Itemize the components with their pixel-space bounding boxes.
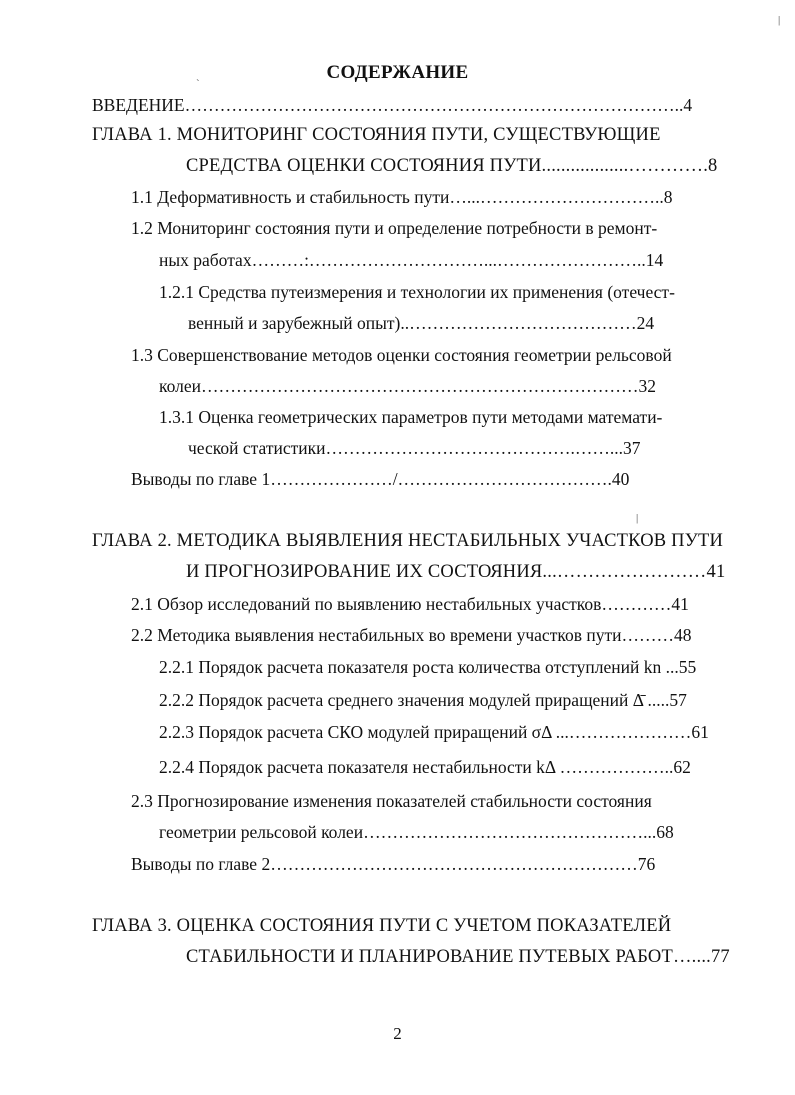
- scan-mark: |: [778, 14, 781, 26]
- toc-chapter-3-line-2: СТАБИЛЬНОСТИ И ПЛАНИРОВАНИЕ ПУТЕВЫХ РАБОТ…....77: [186, 947, 730, 967]
- toc-entry-1-2-1-line-1: 1.2.1 Средства путеизмерения и технологии их применения (отечест-: [159, 282, 675, 302]
- toc-chapter-1-line-2: СРЕДСТВА ОЦЕНКИ СОСТОЯНИЯ ПУТИ..................………….8: [186, 156, 718, 176]
- toc-entry-introduction: ВВЕДЕНИЕ…………………………………………………………………………..4: [92, 95, 693, 115]
- scan-mark: |: [636, 512, 639, 524]
- toc-chapter-2-line-1: ГЛАВА 2. МЕТОДИКА ВЫЯВЛЕНИЯ НЕСТАБИЛЬНЫХ УЧАСТКОВ ПУТИ: [92, 531, 724, 551]
- toc-entry-1-3-line-2: колеи…………………………………………………………………32: [159, 376, 656, 396]
- scan-mark: ˋ: [196, 78, 200, 90]
- toc-conclusions-1: Выводы по главе 1…………………/……………………………….40: [131, 469, 630, 489]
- toc-conclusions-2: Выводы по главе 2………………………………………………………76: [131, 854, 656, 874]
- toc-entry-2-2-4: 2.2.4 Порядок расчета показателя нестабильности kΔ ………………..62: [159, 757, 691, 777]
- toc-entry-2-3-line-2: геометрии рельсовой колеи…………………………………………...68: [159, 822, 674, 842]
- toc-entry-1-3-line-1: 1.3 Совершенствование методов оценки состояния геометрии рельсовой: [131, 345, 672, 365]
- page-number: 2: [393, 1024, 402, 1043]
- toc-entry-1-2-line-2: ных работах………:…………………………...……………………..14: [159, 250, 664, 270]
- toc-entry-2-1: 2.1 Обзор исследований по выявлению нестабильных участков…………41: [131, 594, 689, 614]
- toc-entry-2-2: 2.2 Методика выявления нестабильных во времени участков пути………48: [131, 625, 692, 645]
- toc-chapter-1-line-1: ГЛАВА 1. МОНИТОРИНГ СОСТОЯНИЯ ПУТИ, СУЩЕСТВУЮЩИЕ: [92, 125, 661, 145]
- toc-entry-2-2-3: 2.2.3 Порядок расчета СКО модулей приращений σΔ ...…………………61: [159, 722, 709, 742]
- toc-entry-2-2-2: 2.2.2 Порядок расчета среднего значения модулей приращений Δ̄ .....57: [159, 690, 687, 710]
- toc-entry-2-3-line-1: 2.3 Прогнозирование изменения показателей стабильности состояния: [131, 791, 652, 811]
- toc-entry-2-2-1: 2.2.1 Порядок расчета показателя роста количества отступлений kn ...55: [159, 657, 697, 677]
- toc-entry-1-3-1-line-2: ческой статистики…………………………………….……...37: [188, 438, 641, 458]
- toc-chapter-2-line-2: И ПРОГНОЗИРОВАНИЕ ИХ СОСТОЯНИЯ...……………………41: [186, 562, 726, 582]
- toc-entry-1-3-1-line-1: 1.3.1 Оценка геометрических параметров пути методами математи-: [159, 407, 663, 427]
- toc-entry-1-1: 1.1 Деформативность и стабильность пути…...…………………………..8: [131, 187, 673, 207]
- toc-chapter-3-line-1: ГЛАВА 3. ОЦЕНКА СОСТОЯНИЯ ПУТИ С УЧЕТОМ ПОКАЗАТЕЛЕЙ: [92, 916, 672, 936]
- toc-entry-1-2-line-1: 1.2 Мониторинг состояния пути и определение потребности в ремонт-: [131, 218, 658, 238]
- toc-entry-1-2-1-line-2: венный и зарубежный опыт)..…………………………………24: [188, 313, 655, 333]
- page-title: СОДЕРЖАНИЕ: [326, 62, 469, 83]
